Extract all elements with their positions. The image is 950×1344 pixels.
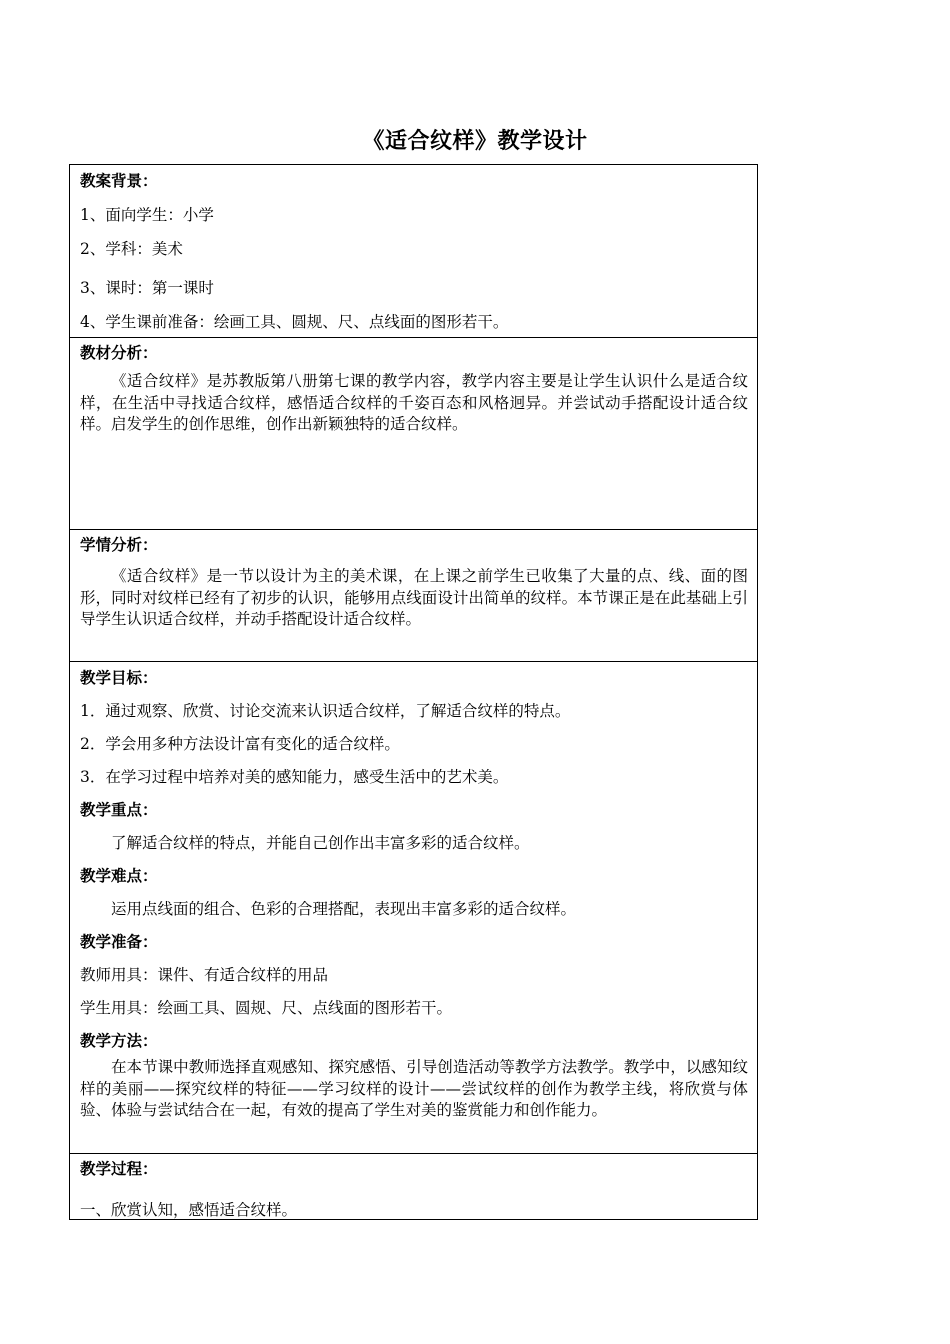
background-section bbox=[70, 165, 757, 337]
document-title: 《适合纹样》教学设计 bbox=[362, 129, 588, 154]
background-item: 4、学生课前准备：绘画工具、圆规、尺、点线面的图形若干。 bbox=[80, 313, 509, 331]
lesson-plan-table bbox=[69, 164, 758, 1220]
students-section bbox=[70, 529, 757, 661]
method-heading: 教学方法： bbox=[80, 1032, 158, 1050]
students-heading: 学情分析： bbox=[80, 536, 158, 554]
goal-item: 3．在学习过程中培养对美的感知能力，感受生活中的艺术美。 bbox=[80, 768, 509, 786]
background-item: 1、面向学生：小学 bbox=[80, 206, 214, 224]
difficulties-text: 运用点线面的组合、色彩的合理搭配，表现出丰富多彩的适合纹样。 bbox=[111, 900, 577, 918]
goal-item: 2．学会用多种方法设计富有变化的适合纹样。 bbox=[80, 735, 400, 753]
material-heading: 教材分析： bbox=[80, 344, 158, 362]
process-section bbox=[70, 1153, 757, 1219]
preparation-teacher: 教师用具：课件、有适合纹样的用品 bbox=[80, 966, 329, 984]
process-heading: 教学过程： bbox=[80, 1160, 158, 1178]
goal-item: 1．通过观察、欣赏、讨论交流来认识适合纹样，了解适合纹样的特点。 bbox=[80, 702, 571, 720]
material-section bbox=[70, 337, 757, 529]
background-heading: 教案背景： bbox=[80, 172, 158, 190]
goals-section bbox=[70, 661, 757, 1153]
preparation-heading: 教学准备： bbox=[80, 933, 158, 951]
goals-heading: 教学目标： bbox=[80, 669, 158, 687]
key-points-text: 了解适合纹样的特点，并能自己创作出丰富多彩的适合纹样。 bbox=[111, 834, 530, 852]
method-text: 在本节课中教师选择直观感知、探究感悟、引导创造活动等教学方法教学。教学中，以感知纹样的美丽——探究纹样的特征——学习纹样的设计——尝试纹样的创作为教学主线，将欣赏与体验、体验与尝试结合在一起，有效的提高了学生对美的鉴赏能力和创作能力。 bbox=[80, 1058, 748, 1119]
process-step: 一、欣赏认知，感悟适合纹样。 bbox=[80, 1201, 298, 1219]
key-points-heading: 教学重点： bbox=[80, 801, 158, 819]
difficulties-heading: 教学难点： bbox=[80, 867, 158, 885]
material-text: 《适合纹样》是苏教版第八册第七课的教学内容，教学内容主要是让学生认识什么是适合纹样，在生活中寻找适合纹样，感悟适合纹样的千姿百态和风格迥异。并尝试动手搭配设计适合纹样。启发学生的创作思维，创作出新颖独特的适合纹样。 bbox=[80, 372, 748, 433]
students-text: 《适合纹样》是一节以设计为主的美术课，在上课之前学生已收集了大量的点、线、面的图形，同时对纹样已经有了初步的认识，能够用点线面设计出简单的纹样。本节课正是在此基础上引导学生认识适合纹样，并动手搭配设计适合纹样。 bbox=[80, 567, 748, 628]
preparation-student: 学生用具：绘画工具、圆规、尺、点线面的图形若干。 bbox=[80, 999, 453, 1017]
background-item: 2、学科：美术 bbox=[80, 240, 183, 258]
background-item: 3、课时：第一课时 bbox=[80, 279, 214, 297]
